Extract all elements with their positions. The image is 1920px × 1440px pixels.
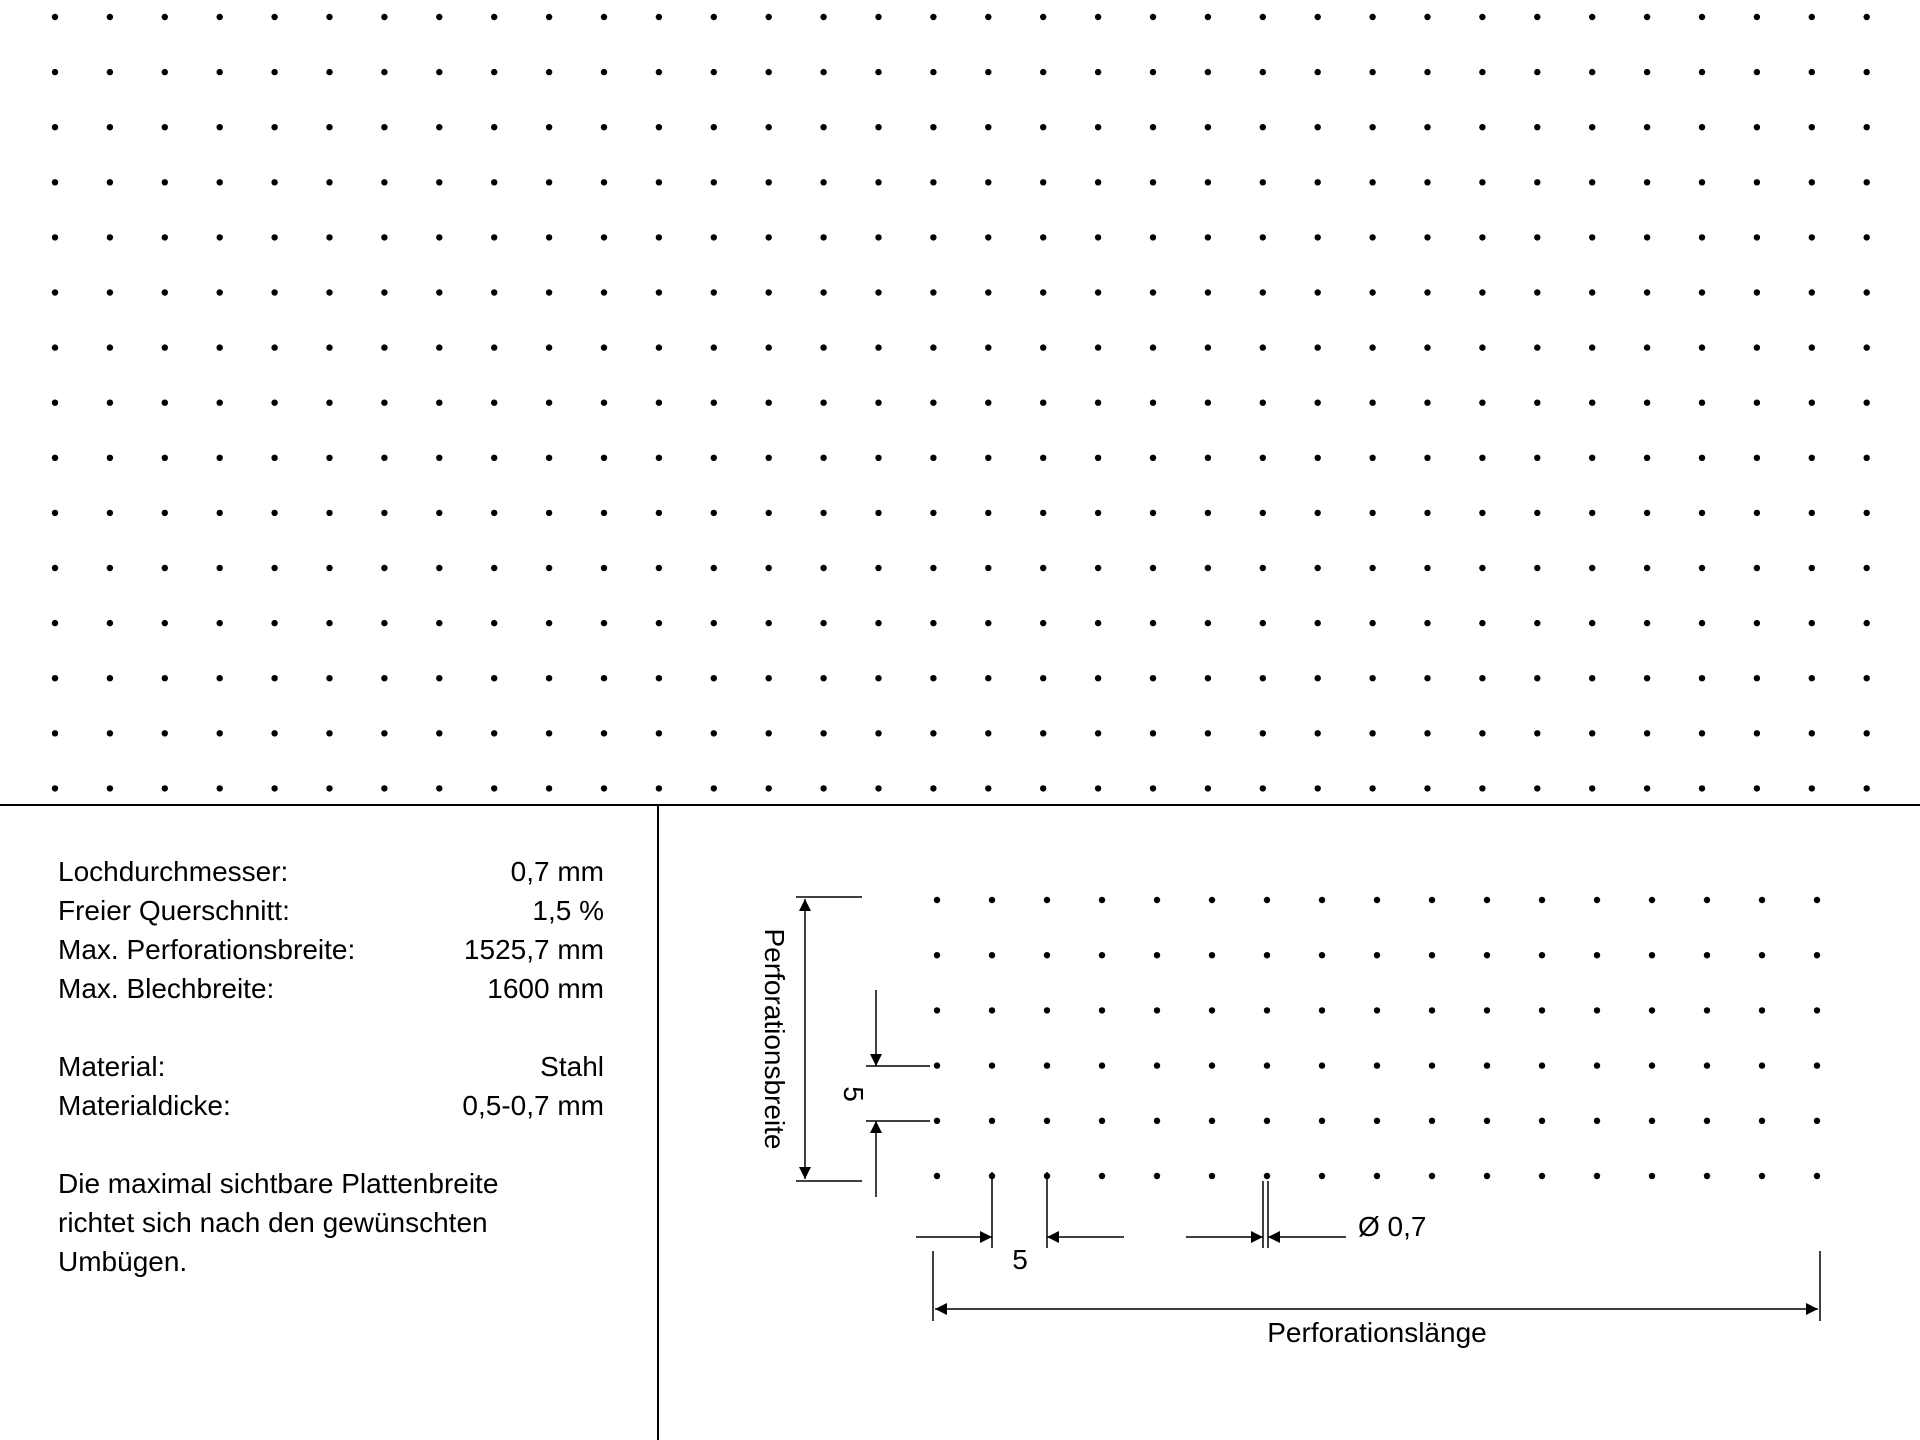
detail-hole bbox=[1704, 1173, 1710, 1179]
detail-hole bbox=[1154, 897, 1160, 903]
detail-hole bbox=[1484, 1007, 1490, 1013]
detail-hole bbox=[1649, 1118, 1655, 1124]
detail-hole bbox=[1704, 1118, 1710, 1124]
detail-hole bbox=[1429, 1173, 1435, 1179]
detail-hole bbox=[1704, 897, 1710, 903]
detail-hole bbox=[1099, 1062, 1105, 1068]
detail-hole bbox=[1429, 1118, 1435, 1124]
detail-hole bbox=[1649, 952, 1655, 958]
detail-hole bbox=[1209, 952, 1215, 958]
spec-label: Max. Blechbreite: bbox=[58, 973, 275, 1004]
spec-value: 0,5-0,7 mm bbox=[462, 1090, 604, 1121]
spec-label: Max. Perforationsbreite: bbox=[58, 934, 356, 965]
detail-hole bbox=[1594, 952, 1600, 958]
detail-hole bbox=[1264, 1007, 1270, 1013]
detail-hole bbox=[1649, 897, 1655, 903]
perforation-width-dimension bbox=[796, 897, 862, 1181]
detail-hole bbox=[1814, 897, 1820, 903]
detail-hole bbox=[1044, 1062, 1050, 1068]
detail-hole bbox=[1484, 897, 1490, 903]
detail-hole bbox=[989, 952, 995, 958]
detail-hole bbox=[1429, 1062, 1435, 1068]
detail-hole bbox=[1649, 1007, 1655, 1013]
detail-hole bbox=[1044, 952, 1050, 958]
detail-hole bbox=[1484, 952, 1490, 958]
detail-hole bbox=[1319, 1062, 1325, 1068]
detail-hole bbox=[1374, 1118, 1380, 1124]
detail-hole bbox=[1594, 1118, 1600, 1124]
perforation-length-dimension bbox=[933, 1251, 1820, 1321]
spec-label: Material: bbox=[58, 1051, 166, 1082]
detail-hole bbox=[1319, 952, 1325, 958]
detail-hole bbox=[1044, 1007, 1050, 1013]
detail-hole bbox=[1264, 897, 1270, 903]
detail-hole bbox=[1154, 952, 1160, 958]
detail-hole bbox=[1319, 1173, 1325, 1179]
detail-hole bbox=[1099, 952, 1105, 958]
detail-hole bbox=[1319, 1118, 1325, 1124]
detail-hole bbox=[1264, 1062, 1270, 1068]
detail-hole bbox=[1539, 897, 1545, 903]
detail-hole bbox=[1484, 1173, 1490, 1179]
vertical-pitch-label: 5 bbox=[838, 1086, 869, 1102]
hole-diameter-label: Ø 0,7 bbox=[1358, 1211, 1427, 1242]
detail-hole bbox=[1374, 1173, 1380, 1179]
detail-hole bbox=[1649, 1062, 1655, 1068]
spec-value: 1,5 % bbox=[532, 895, 604, 926]
detail-hole bbox=[1814, 1173, 1820, 1179]
detail-hole bbox=[1209, 897, 1215, 903]
detail-hole bbox=[1099, 1173, 1105, 1179]
detail-hole bbox=[1044, 897, 1050, 903]
detail-hole bbox=[1209, 1118, 1215, 1124]
detail-hole bbox=[1594, 1007, 1600, 1013]
detail-hole bbox=[989, 1118, 995, 1124]
hole-diameter-dimension bbox=[1186, 1181, 1346, 1248]
detail-hole bbox=[934, 897, 940, 903]
detail-hole bbox=[1759, 1007, 1765, 1013]
detail-hole bbox=[1539, 1062, 1545, 1068]
detail-hole bbox=[1209, 1173, 1215, 1179]
detail-hole bbox=[1539, 1173, 1545, 1179]
detail-hole-grid bbox=[934, 897, 1820, 1179]
spec-label: Lochdurchmesser: bbox=[58, 856, 289, 887]
detail-hole bbox=[1539, 1118, 1545, 1124]
detail-hole bbox=[1484, 1118, 1490, 1124]
detail-hole bbox=[1759, 1062, 1765, 1068]
detail-hole bbox=[989, 1062, 995, 1068]
detail-hole bbox=[1374, 952, 1380, 958]
detail-hole bbox=[1319, 1007, 1325, 1013]
detail-hole bbox=[1649, 1173, 1655, 1179]
detail-hole bbox=[1594, 897, 1600, 903]
detail-hole bbox=[1374, 1007, 1380, 1013]
detail-hole bbox=[1264, 952, 1270, 958]
detail-hole bbox=[1594, 1173, 1600, 1179]
detail-hole bbox=[1759, 952, 1765, 958]
horizontal-pitch-label: 5 bbox=[1012, 1244, 1028, 1275]
spec-value: Stahl bbox=[540, 1051, 604, 1082]
note-line: Die maximal sichtbare Plattenbreite bbox=[58, 1168, 499, 1199]
detail-hole bbox=[1814, 1118, 1820, 1124]
note-line: richtet sich nach den gewünschten bbox=[58, 1207, 488, 1238]
perforation-width-label: Perforationsbreite bbox=[759, 928, 790, 1150]
detail-hole bbox=[1814, 1062, 1820, 1068]
detail-hole bbox=[1539, 952, 1545, 958]
detail-hole bbox=[1704, 1007, 1710, 1013]
detail-hole bbox=[1154, 1118, 1160, 1124]
spec-label: Materialdicke: bbox=[58, 1090, 231, 1121]
detail-hole bbox=[1264, 1173, 1270, 1179]
detail-hole bbox=[1099, 897, 1105, 903]
horizontal-pitch-dimension bbox=[916, 1172, 1124, 1248]
detail-hole bbox=[934, 1173, 940, 1179]
detail-hole bbox=[1759, 1118, 1765, 1124]
spec-label: Freier Querschnitt: bbox=[58, 895, 290, 926]
detail-hole bbox=[1759, 1173, 1765, 1179]
detail-hole bbox=[1539, 1007, 1545, 1013]
detail-hole bbox=[1044, 1118, 1050, 1124]
detail-hole bbox=[1209, 1062, 1215, 1068]
detail-hole bbox=[989, 1007, 995, 1013]
detail-hole bbox=[1704, 952, 1710, 958]
detail-hole bbox=[1374, 897, 1380, 903]
detail-hole bbox=[1154, 1062, 1160, 1068]
spec-value: 1600 mm bbox=[487, 973, 604, 1004]
detail-hole bbox=[1209, 1007, 1215, 1013]
detail-hole bbox=[1429, 952, 1435, 958]
detail-hole bbox=[934, 1007, 940, 1013]
detail-hole bbox=[1594, 1062, 1600, 1068]
detail-hole bbox=[1099, 1118, 1105, 1124]
detail-hole bbox=[1154, 1007, 1160, 1013]
detail-hole bbox=[934, 1118, 940, 1124]
detail-hole bbox=[934, 952, 940, 958]
perforation-length-label: Perforationslänge bbox=[1267, 1317, 1487, 1348]
detail-hole bbox=[934, 1062, 940, 1068]
spec-value: 0,7 mm bbox=[510, 856, 604, 887]
note-line: Umbügen. bbox=[58, 1246, 188, 1277]
detail-hole bbox=[1429, 1007, 1435, 1013]
spec-value: 1525,7 mm bbox=[463, 934, 604, 965]
detail-hole bbox=[1429, 897, 1435, 903]
detail-hole bbox=[1759, 897, 1765, 903]
vertical-pitch-dimension bbox=[866, 990, 930, 1197]
detail-hole bbox=[1814, 1007, 1820, 1013]
detail-hole bbox=[1484, 1062, 1490, 1068]
detail-hole bbox=[1264, 1118, 1270, 1124]
detail-hole bbox=[1154, 1173, 1160, 1179]
detail-hole bbox=[1374, 1062, 1380, 1068]
detail-hole bbox=[1099, 1007, 1105, 1013]
detail-hole bbox=[1319, 897, 1325, 903]
detail-hole bbox=[1704, 1062, 1710, 1068]
detail-hole bbox=[1814, 952, 1820, 958]
detail-hole bbox=[989, 897, 995, 903]
